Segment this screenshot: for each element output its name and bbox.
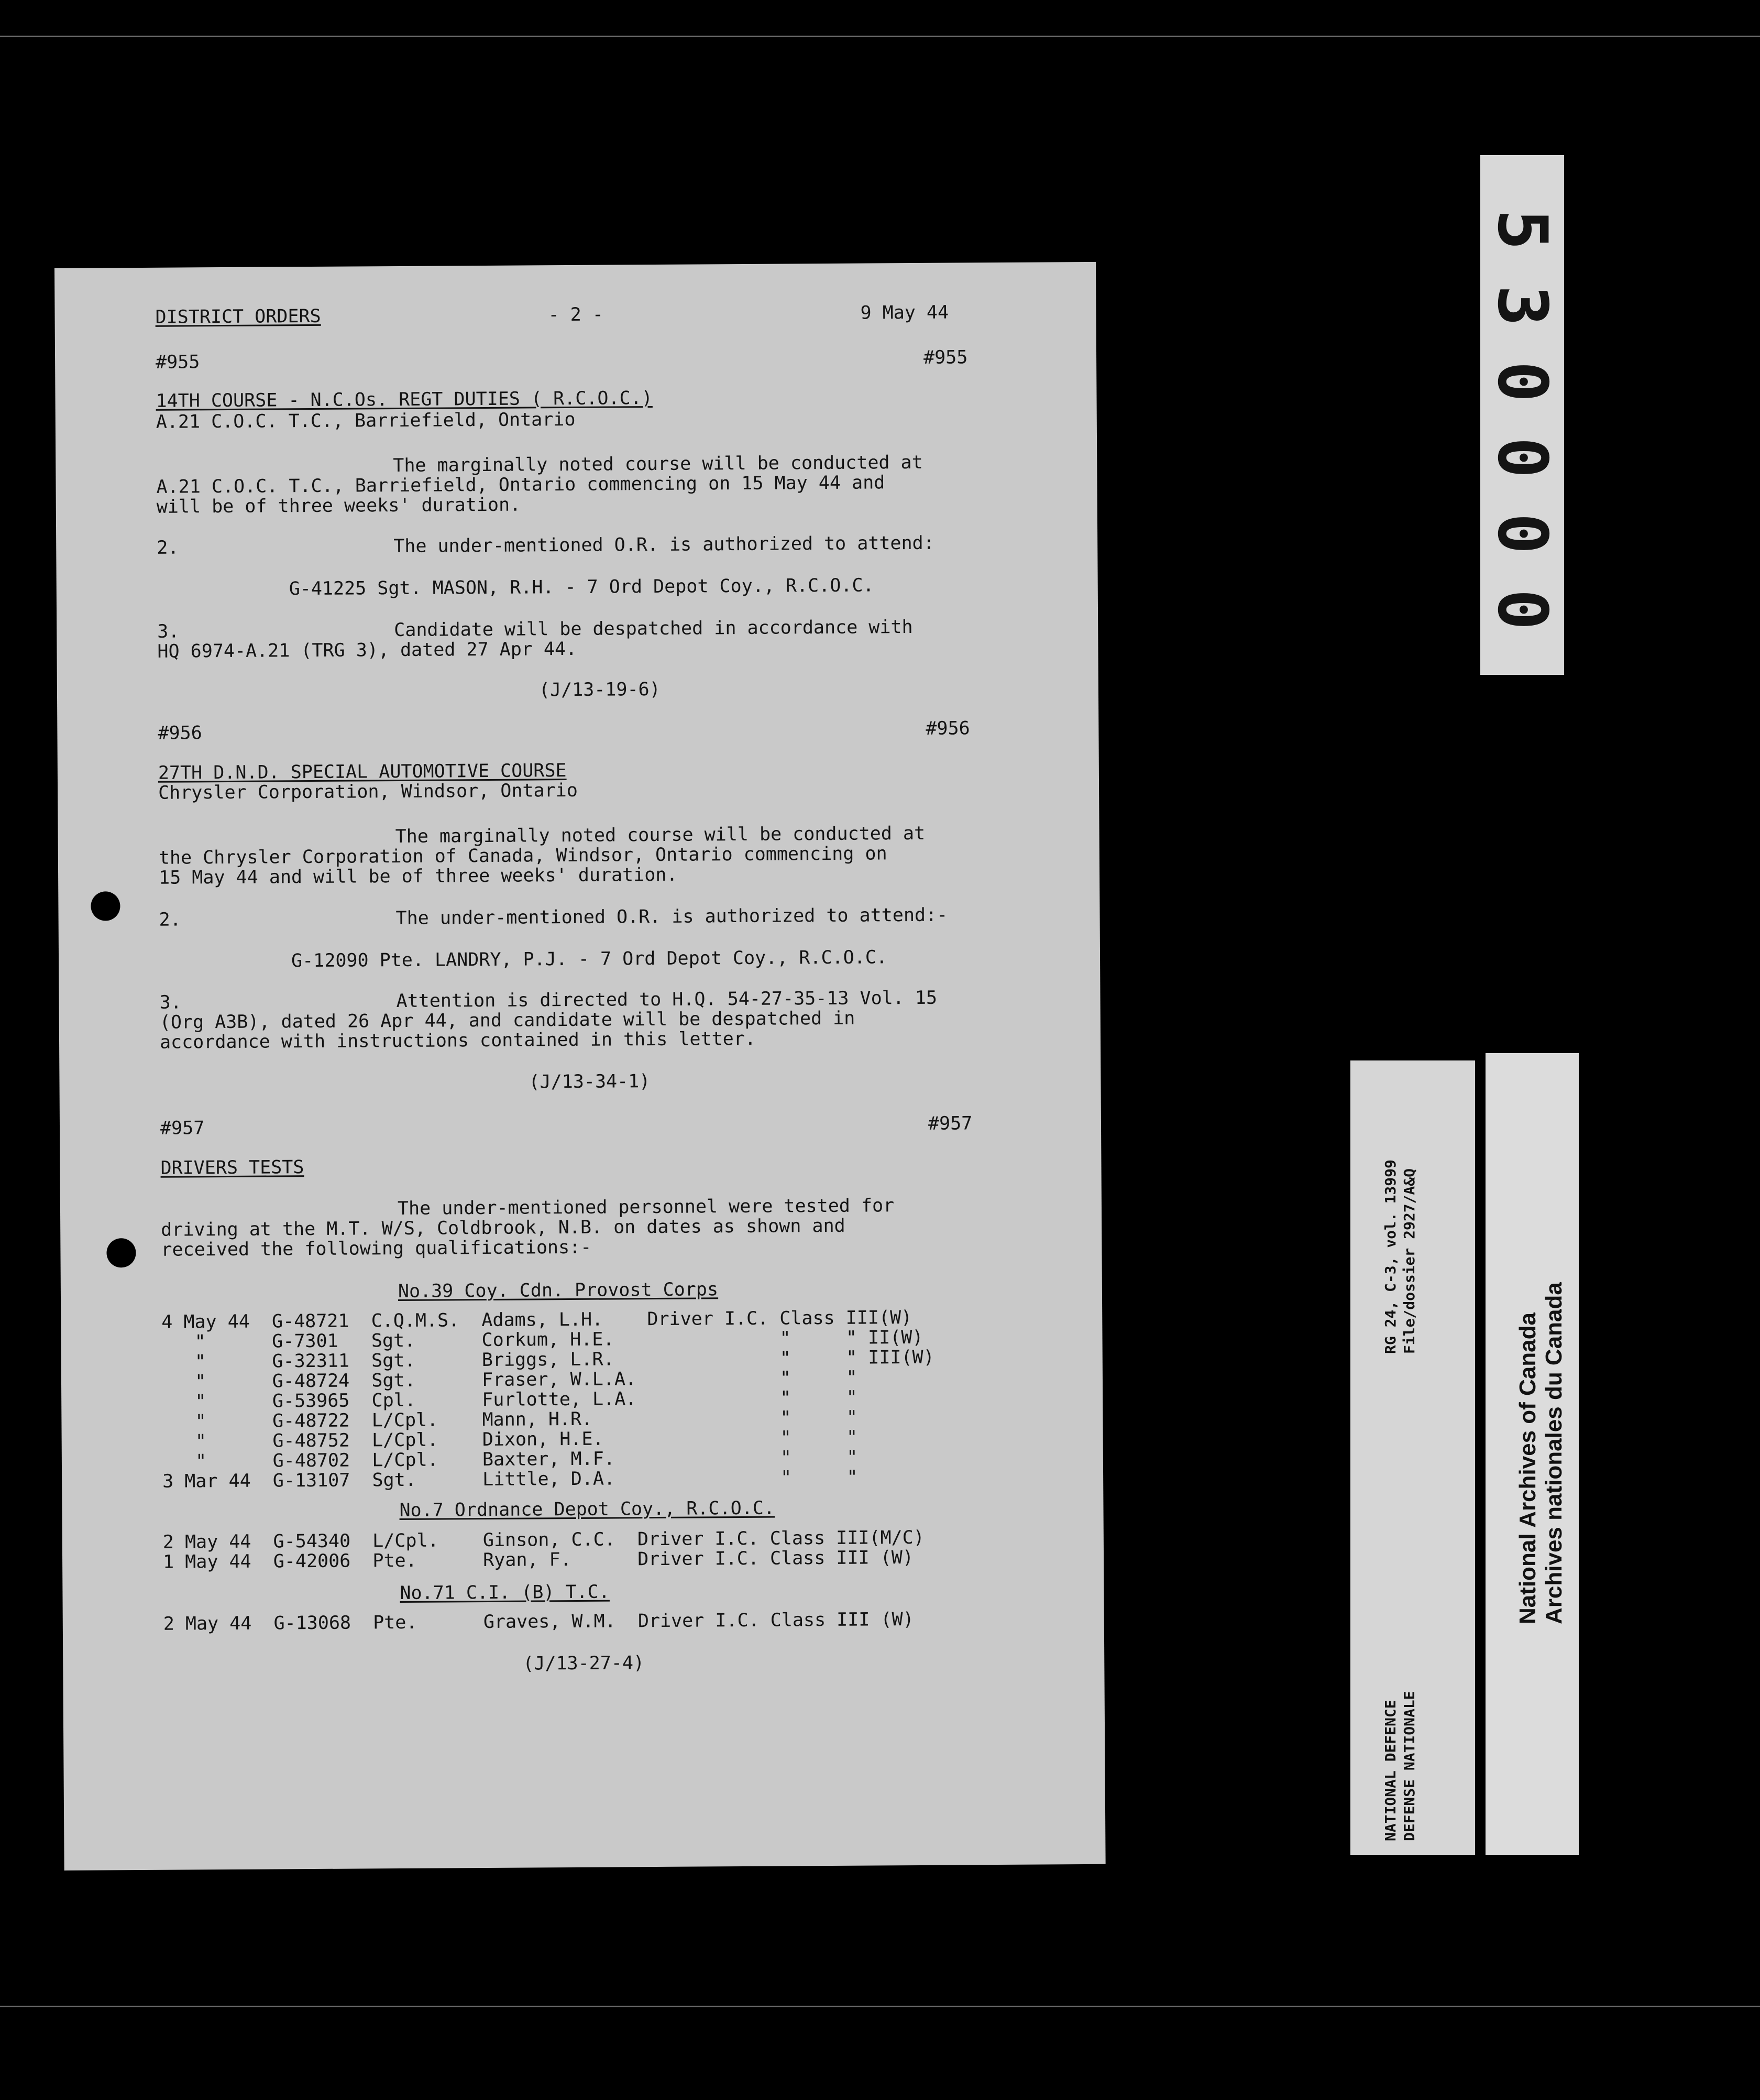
nominee-line: G-41225 Sgt. MASON, R.H. - 7 Ord Depot Coy., R.C.O.C.: [289, 575, 874, 600]
order-number-right: #956: [926, 718, 970, 739]
paragraph-line: the Chrysler Corporation of Canada, Windsor, Ontario commencing on: [158, 843, 887, 869]
table-row: 4 May 44 G-48721 C.Q.M.S. Adams, L.H. Driver I.C. Class III(W): [161, 1307, 912, 1333]
table-row: " G-32311 Sgt. Briggs, L.R. " " III(W): [161, 1347, 934, 1373]
paragraph-line: Attention is directed to H.Q. 54-27-35-13 Vol. 15: [396, 987, 938, 1012]
paragraph-line: The under-mentioned O.R. is authorized to attend:-: [395, 904, 948, 929]
table-row: 2 May 44 G-54340 L/Cpl. Ginson, C.C. Driver I.C. Class III(M/C): [162, 1527, 925, 1553]
frame-digit: 5: [1482, 209, 1563, 250]
scan-bottom-edge: [0, 2006, 1760, 2007]
paragraph-line: The marginally noted course will be conducted at: [395, 823, 926, 848]
table-row: " G-53965 Cpl. Furlotte, L.A. " ": [162, 1387, 857, 1413]
header-date: 9 May 44: [860, 302, 949, 324]
paragraph-line: A.21 C.O.C. T.C., Barriefield, Ontario commencing on 15 May 44 and: [156, 472, 885, 498]
order-number-left: #957: [160, 1118, 205, 1139]
order-title: 14TH COURSE - N.C.Os. REGT DUTIES ( R.C.O.C.): [156, 388, 653, 412]
header-title: DISTRICT ORDERS: [155, 305, 321, 328]
table-row: " G-48752 L/Cpl. Dixon, H.E. " ": [162, 1427, 858, 1452]
frame-digit: 0: [1482, 437, 1563, 478]
frame-digit: 0: [1482, 589, 1563, 630]
file-reference: (J/13-34-1): [529, 1071, 651, 1093]
paragraph-line: The under-mentioned O.R. is authorized to attend:: [393, 532, 934, 557]
order-number-right: #955: [923, 347, 968, 368]
document-page: [54, 262, 1106, 1871]
paragraph-line: 15 May 44 and will be of three weeks' duration.: [158, 864, 678, 889]
paragraph-line: HQ 6974-A.21 (TRG 3), dated 27 Apr 44.: [157, 638, 577, 662]
file-reference: (J/13-27-4): [523, 1653, 645, 1675]
scan-top-edge: [0, 36, 1760, 37]
department-line: DEFENSE NATIONALE: [1401, 1691, 1418, 1841]
unit-heading: No.7 Ordnance Depot Coy., R.C.O.C.: [399, 1497, 775, 1522]
nominee-line: G-12090 Pte. LANDRY, P.J. - 7 Ord Depot Coy., R.C.O.C.: [291, 947, 888, 972]
paragraph-line: The under-mentioned personnel were tested for: [397, 1195, 895, 1220]
punch-hole: [106, 1238, 136, 1267]
paragraph-line: will be of three weeks' duration.: [156, 494, 521, 518]
frame-digit: 0: [1482, 513, 1563, 554]
paragraph-number: 3.: [157, 621, 180, 642]
table-row: 1 May 44 G-42006 Pte. Ryan, F. Driver I.C. Class III (W): [162, 1547, 914, 1573]
punch-hole: [91, 891, 120, 921]
paragraph-line: Candidate will be despatched in accordance with: [394, 617, 913, 641]
table-row: " G-48702 L/Cpl. Baxter, M.F. " ": [162, 1447, 858, 1472]
archive-ref-line: File/dossier 2927/A&Q: [1401, 1168, 1418, 1354]
order-subtitle: A.21 C.O.C. T.C., Barriefield, Ontario: [156, 409, 576, 433]
archive-reference-label: [1350, 1060, 1475, 1855]
paragraph-line: accordance with instructions contained in this letter.: [159, 1028, 756, 1053]
department-line: NATIONAL DEFENCE: [1382, 1700, 1399, 1841]
table-row: 2 May 44 G-13068 Pte. Graves, W.M. Driver I.C. Class III (W): [163, 1609, 914, 1635]
archives-name-line: Archives nationales du Canada: [1541, 1282, 1567, 1624]
paragraph-number: 2.: [157, 537, 179, 559]
paragraph-line: received the following qualifications:-: [161, 1237, 592, 1261]
paragraph-number: 2.: [159, 909, 181, 931]
archive-ref-line: RG 24, C-3, vol. 13999: [1382, 1160, 1399, 1354]
frame-number-tab: [1480, 155, 1564, 675]
paragraph-line: driving at the M.T. W/S, Coldbrook, N.B. on dates as shown and: [161, 1215, 845, 1241]
page-number: - 2 -: [548, 304, 604, 326]
paragraph-number: 3.: [159, 992, 182, 1013]
file-reference: (J/13-19-6): [538, 679, 661, 701]
order-title: 27TH D.N.D. SPECIAL AUTOMOTIVE COURSE: [158, 760, 567, 784]
unit-heading: No.71 C.I. (B) T.C.: [400, 1581, 610, 1604]
frame-digit: 0: [1482, 361, 1563, 402]
table-row: " G-48722 L/Cpl. Mann, H.R. " ": [162, 1407, 858, 1432]
frame-digit: 3: [1482, 285, 1563, 326]
paragraph-line: (Org A3B), dated 26 Apr 44, and candidate will be despatched in: [159, 1008, 855, 1033]
order-title: DRIVERS TESTS: [160, 1157, 304, 1179]
archives-name-label: [1486, 1053, 1579, 1855]
unit-heading: No.39 Coy. Cdn. Provost Corps: [398, 1279, 719, 1303]
order-number-left: #956: [158, 723, 202, 744]
order-subtitle: Chrysler Corporation, Windsor, Ontario: [158, 780, 578, 804]
archives-name-line: National Archives of Canada: [1515, 1312, 1541, 1624]
table-row: " G-7301 Sgt. Corkum, H.E. " " II(W): [161, 1327, 923, 1353]
frame-number: [1482, 192, 1563, 648]
paragraph-line: The marginally noted course will be conducted at: [393, 452, 923, 477]
table-row: 3 Mar 44 G-13107 Sgt. Little, D.A. " ": [162, 1467, 858, 1492]
order-number-right: #957: [928, 1113, 973, 1134]
order-number-left: #955: [155, 352, 200, 373]
table-row: " G-48724 Sgt. Fraser, W.L.A. " ": [161, 1367, 857, 1393]
